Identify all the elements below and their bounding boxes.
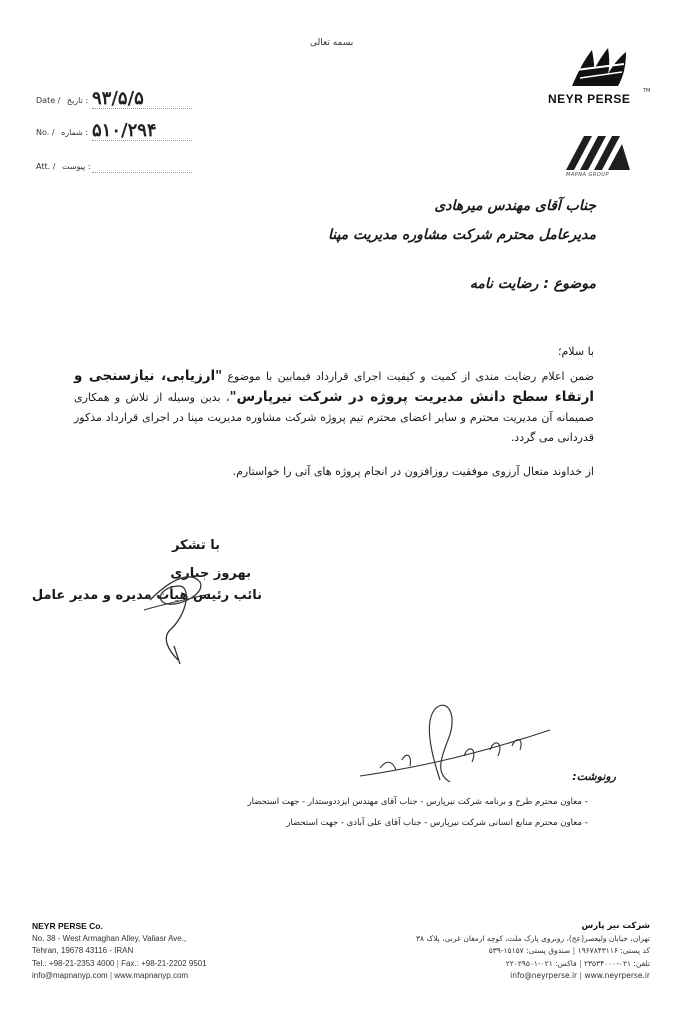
signatory-title: نائب رئیس هیأت مدیره و مدیر عامل: [31, 588, 262, 603]
neyr-perse-logo-icon: [562, 42, 638, 94]
cc-line: - معاون محترم منابع انسانی شرکت نیرپارس - جناب آقای علی آبادی - جهت استحضار: [286, 818, 588, 828]
attachment-rule: [92, 172, 192, 173]
paragraph-part2: ، بدین وسیله از تلاش و همکاری صمیمانه آن مدیریت محترم و سایر اعضای محترم تیم پروژه شرکت مشاوره مدیریت مپنا در اجرای قرارداد مذکور قدردانی می گردد.: [74, 391, 594, 444]
greeting: با سلام؛: [558, 345, 594, 358]
footer-postal-pobox: کد پستی: ۱۹۶۷۸۴۳۱۱۶ | صندوق پستی: ۱۵۱۵۷-۵۳۹: [488, 946, 650, 955]
cc-title: رونوشت:: [572, 770, 616, 783]
brand-name: NEYR PERSE: [548, 92, 631, 106]
paragraph-part1: ضمن اعلام رضایت مندی از کمیت و کیفیت اجرای قرارداد فیمابین با موضوع: [222, 370, 594, 383]
date-rule: [92, 108, 192, 109]
addressee-title: مدیرعامل محترم شرکت مشاوره مدیریت مپنا: [327, 227, 596, 243]
date-label: Date / تاریخ :: [36, 96, 89, 105]
handwritten-signature-icon: [140, 560, 220, 670]
number-label-fa: شماره: [61, 128, 83, 137]
attachment-label: Att. / پیوست :: [36, 162, 91, 171]
footer-address-line2: Tehran, 19678 43116 - IRAN: [32, 946, 134, 955]
footer-email-en[interactable]: info@mapnanyp.com: [32, 971, 108, 980]
number-label: No. / شماره :: [36, 128, 89, 137]
paragraph-bold: "ارزیابی، نیازسنجی و ارتقاء سطح دانش مدیریت پروژه در شرکت نیرپارس": [74, 368, 594, 405]
footer-persian: [416, 920, 650, 983]
number-rule: [92, 140, 192, 141]
attachment-label-en: Att.: [36, 162, 51, 171]
footer-email-fa[interactable]: info@neyrperse.ir: [510, 971, 578, 980]
footer-web-en[interactable]: www.mapnanyp.com: [114, 971, 189, 980]
footer-address-fa: تهران، خیابان ولیعصر(عج)، روبروی پارک ملت، کوچه ارمغان غربی، پلاک ۳۸: [416, 933, 650, 943]
attachment-label-fa: پیوست: [61, 162, 86, 171]
footer-phone-fax-fa: تلفن: ۰۲۱-۲۳۵۳۴۰۰۰ | فاکس: ۰۲۱-۲۲۰۲۹۵۰۱: [505, 958, 650, 968]
footer-english: [32, 920, 207, 983]
footer-postal: کد پستی: ۱۹۶۷۸۴۳۱۱۶: [577, 946, 650, 955]
trademark: TM: [643, 88, 651, 94]
footer-pobox: صندوق پستی: ۱۵۱۵۷-۵۳۹: [488, 946, 571, 955]
addressee-name: جناب آقای مهندس میرهادی: [434, 198, 596, 214]
footer-phone-fa: تلفن: ۰۲۱-۲۳۵۳۴۰۰۰: [583, 958, 650, 968]
footer-tel: Tel.: +98-21-2353 4000: [32, 958, 115, 968]
date-label-en: Date: [36, 96, 56, 105]
signatory-name: بهروز جباری: [170, 566, 251, 581]
footer-contact-en: info@mapnanyp.com | www.mapnanyp.com: [32, 971, 189, 980]
footer-address-line1: No. 38 - West Armaghan Alley, Valiasr Ave.,: [32, 933, 187, 943]
cc-line-text: معاون محترم منابع انسانی شرکت نیرپارس - جناب آقای علی آبادی - جهت استحضار: [286, 818, 582, 828]
cc-line-text: معاون محترم طرح و برنامه شرکت نیرپارس - جناب آقای مهندس ایزددوستدار - جهت استحضار: [247, 797, 582, 807]
handwritten-initials-icon: [340, 690, 570, 800]
signature-thanks: با تشکر: [171, 538, 220, 553]
date-label-fa: تاریخ: [66, 96, 83, 105]
footer-fax: Fax.: +98-21-2202 9501: [121, 958, 207, 968]
footer-contact-fa: info@neyrperse.ir | www.neyrperse.ir: [510, 971, 650, 980]
basmala: بسمه تعالی: [310, 38, 354, 48]
footer-company-en: NEYR PERSE Co.: [32, 921, 103, 931]
footer-web-fa[interactable]: www.neyrperse.ir: [584, 971, 650, 980]
number-label-en: No.: [36, 128, 50, 137]
footer-fax-fa: فاکس: ۰۲۱-۲۲۰۲۹۵۰۱: [505, 958, 577, 968]
footer-phone-fax: Tel.: +98-21-2353 4000 | Fax.: +98-21-2202 9501: [32, 958, 207, 968]
number-value: ۵۱۰/۲۹۴: [92, 120, 157, 141]
subject-line: موضوع : رضایت نامه: [469, 276, 596, 292]
mapna-logo-icon: [560, 134, 636, 176]
group-caption: MAPNA GROUP: [566, 172, 609, 178]
body-paragraph: [74, 366, 594, 448]
closing-wish: از خداوند متعال آرزوی موفقیت روزافزون در انجام پروژه های آتی را خواستارم.: [232, 465, 594, 478]
date-value: ۹۳/۵/۵: [92, 88, 144, 109]
footer-company-fa: شرکت نیر پارس: [581, 921, 650, 931]
cc-line: - معاون محترم طرح و برنامه شرکت نیرپارس - جناب آقای مهندس ایزددوستدار - جهت استحضار: [247, 797, 588, 807]
